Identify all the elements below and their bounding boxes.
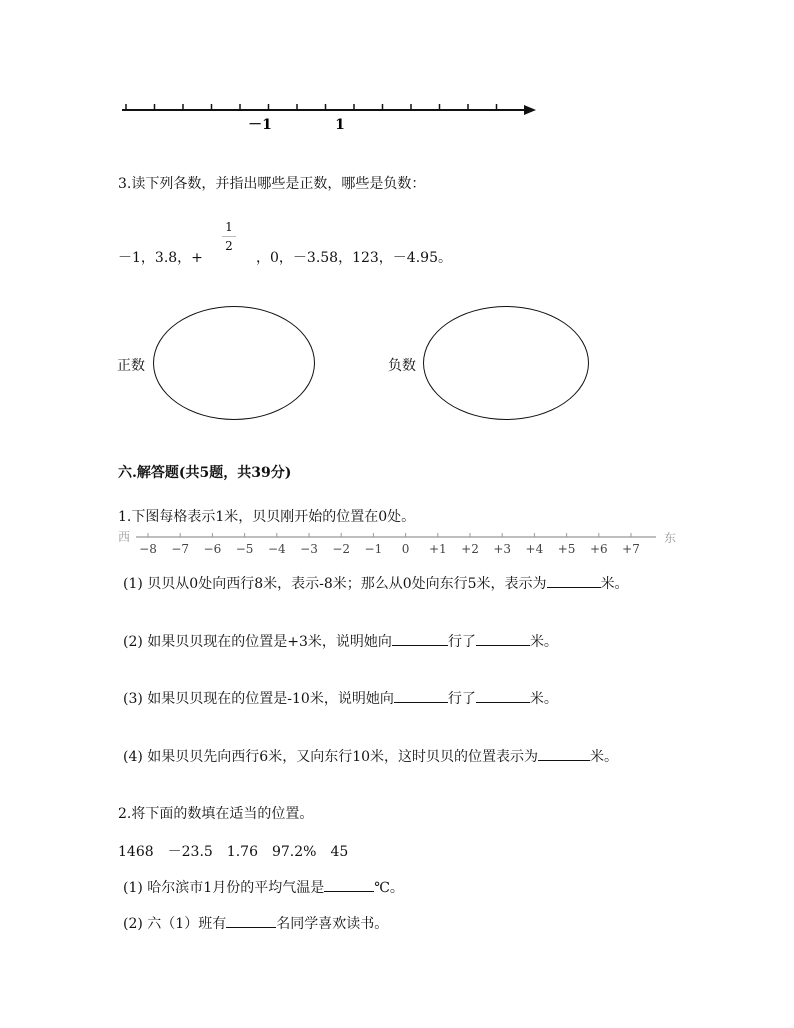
sub-text: 如果贝贝现在的位置是+3米，说明她向: [147, 634, 392, 650]
sub-unit: 名同学喜欢读书。: [276, 916, 389, 932]
top-number-line: [118, 96, 548, 140]
tick-label: 0: [401, 542, 410, 556]
sub-number: (1): [123, 576, 143, 592]
p1-sub3: [123, 688, 558, 708]
fraction-denominator: 2: [225, 239, 233, 253]
positive-label: 正数: [117, 358, 145, 374]
q3-title: 3.读下列各数，并指出哪些是正数，哪些是负数：: [118, 176, 426, 192]
tick-label: −4: [267, 542, 286, 556]
sub-mid: 行了: [447, 634, 476, 650]
negative-ellipse: [423, 306, 589, 420]
sub-unit: 米。: [529, 634, 558, 650]
sub-text: 六（1）班有: [147, 916, 227, 932]
answer-blank[interactable]: [538, 746, 590, 761]
fraction-numerator: 1: [225, 220, 233, 234]
answer-blank[interactable]: [547, 573, 601, 588]
p1-sub4: [123, 746, 618, 766]
tick-label: −6: [203, 542, 222, 556]
tick-label: +5: [557, 542, 576, 556]
p2-title: 2.将下面的数填在适当的位置。: [118, 806, 314, 822]
tick-label: +3: [493, 542, 512, 556]
sub-text: 贝贝从0处向西行8米，表示-8米；那么从0处向东行5米，表示为: [147, 576, 547, 592]
tick-label: +2: [461, 542, 479, 556]
sub-text: 哈尔滨市1月份的平均气温是: [147, 880, 325, 896]
sub-number: (2): [123, 634, 143, 650]
east-label: 东: [664, 531, 677, 545]
tick-label: +4: [525, 542, 544, 556]
tick-label: −7: [171, 542, 190, 556]
sub-text: 如果贝贝先向西行6米，又向东行10米，这时贝贝的位置表示为: [147, 749, 539, 765]
sub-unit: 米。: [590, 749, 619, 765]
p1-sub2: [123, 631, 558, 651]
answer-blank[interactable]: [324, 877, 374, 892]
sub-text: 如果贝贝现在的位置是-10米，说明她向: [147, 691, 394, 707]
tick-label-minus-1: －1: [248, 117, 272, 133]
tick-label: +7: [622, 542, 640, 556]
p2-sub2: [123, 913, 388, 933]
q3-fraction: [222, 220, 236, 253]
west-east-number-line: [114, 526, 684, 560]
west-label: 西: [118, 530, 131, 544]
q3-numbers-before: －1，3.8，+: [118, 250, 203, 266]
sub-number: (1): [123, 880, 143, 896]
negative-label: 负数: [388, 358, 416, 374]
sub-unit: ℃。: [374, 880, 404, 896]
sub-mid: 行了: [447, 691, 476, 707]
sub-number: (4): [123, 749, 143, 765]
sub-unit: 米。: [529, 691, 558, 707]
tick-label: −8: [139, 542, 157, 556]
positive-ellipse: [153, 306, 315, 420]
sub-number: (3): [123, 691, 143, 707]
tick-label: −3: [300, 542, 318, 556]
answer-blank-direction[interactable]: [394, 688, 448, 703]
answer-blank[interactable]: [226, 913, 276, 928]
tick-label: +1: [428, 542, 447, 556]
sub-unit: 米。: [600, 576, 629, 592]
section-6-title: 六.解答题(共5题，共39分): [118, 465, 292, 481]
answer-blank-distance[interactable]: [476, 631, 530, 646]
tick-label: −5: [235, 542, 254, 556]
p1-title: 1.下图每格表示1米，贝贝刚开始的位置在0处。: [118, 509, 416, 525]
q3-numbers-after: ，0，－3.58，123，－4.95。: [256, 250, 452, 266]
answer-blank-direction[interactable]: [392, 631, 448, 646]
p2-numbers: 1468 －23.5 1.76 97.2% 45: [118, 844, 349, 860]
answer-blank-distance[interactable]: [476, 688, 530, 703]
sub-number: (2): [123, 916, 143, 932]
tick-label: +6: [589, 542, 608, 556]
tick-label: −2: [332, 542, 351, 556]
tick-label-1: 1: [335, 117, 345, 133]
p1-sub1: [123, 573, 629, 593]
tick-label: −1: [364, 542, 383, 556]
p2-sub1: [123, 877, 404, 897]
